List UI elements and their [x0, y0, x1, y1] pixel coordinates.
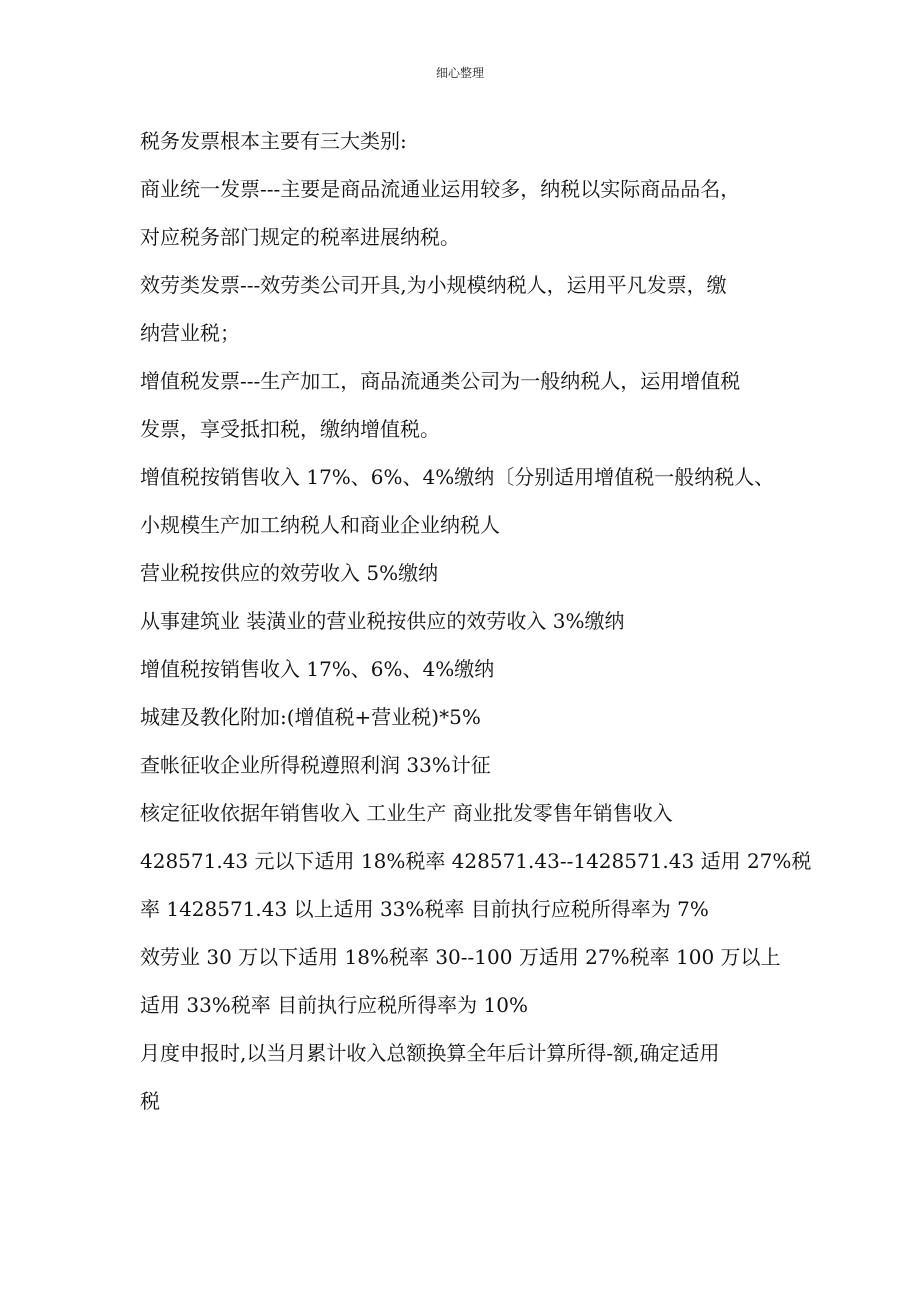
document-line: 428571.43 元以下适用 18%税率 428571.43--1428571.43 适用 27%税 [140, 849, 812, 873]
document-line: 商业统一发票---主要是商品流通业运用较多，纳税以实际商品品名， [140, 177, 741, 201]
page-header [0, 64, 920, 82]
document-line: 适用 33%税率 目前执行应税所得率为 10% [140, 993, 528, 1017]
document-line: 月度申报时,以当月累计收入总额换算全年后计算所得-额,确定适用 [140, 1041, 720, 1065]
document-line: 查帐征收企业所得税遵照利润 33%计征 [140, 753, 491, 777]
document-line: 率 1428571.43 以上适用 33%税率 目前执行应税所得率为 7% [140, 897, 709, 921]
document-line: 税 [140, 1089, 160, 1113]
document-line: 从事建筑业 装潢业的营业税按供应的效劳收入 3%缴纳 [140, 609, 625, 633]
document-line: 发票，享受抵扣税，缴纳增值税。 [140, 417, 440, 441]
document-line: 增值税按销售收入 17%、6%、4%缴纳 [140, 657, 495, 681]
document-line: 增值税发票---生产加工，商品流通类公司为一般纳税人，运用增值税 [140, 369, 741, 393]
header-text: 细心整理 [435, 66, 484, 80]
document-line: 对应税务部门规定的税率进展纳税。 [140, 225, 460, 249]
document-line: 增值税按销售收入 17%、6%、4%缴纳〔分别适用增值税一般纳税人、 [140, 465, 775, 489]
document-line: 小规模生产加工纳税人和商业企业纳税人 [140, 513, 500, 537]
document-line: 税务发票根本主要有三大类别: [140, 129, 407, 153]
document-line: 纳营业税； [140, 321, 240, 345]
document-line: 营业税按供应的效劳收入 5%缴纳 [140, 561, 439, 585]
document-line: 效劳类发票---效劳类公司开具,为小规模纳税人，运用平凡发票，缴 [140, 273, 727, 297]
document-line: 核定征收依据年销售收入 工业生产 商业批发零售年销售收入 [140, 801, 673, 825]
document-line: 效劳业 30 万以下适用 18%税率 30--100 万适用 27%税率 100 万以上 [140, 945, 781, 969]
document-body [140, 117, 812, 1125]
document-line: 城建及教化附加:(增值税+营业税)*5% [140, 705, 481, 729]
